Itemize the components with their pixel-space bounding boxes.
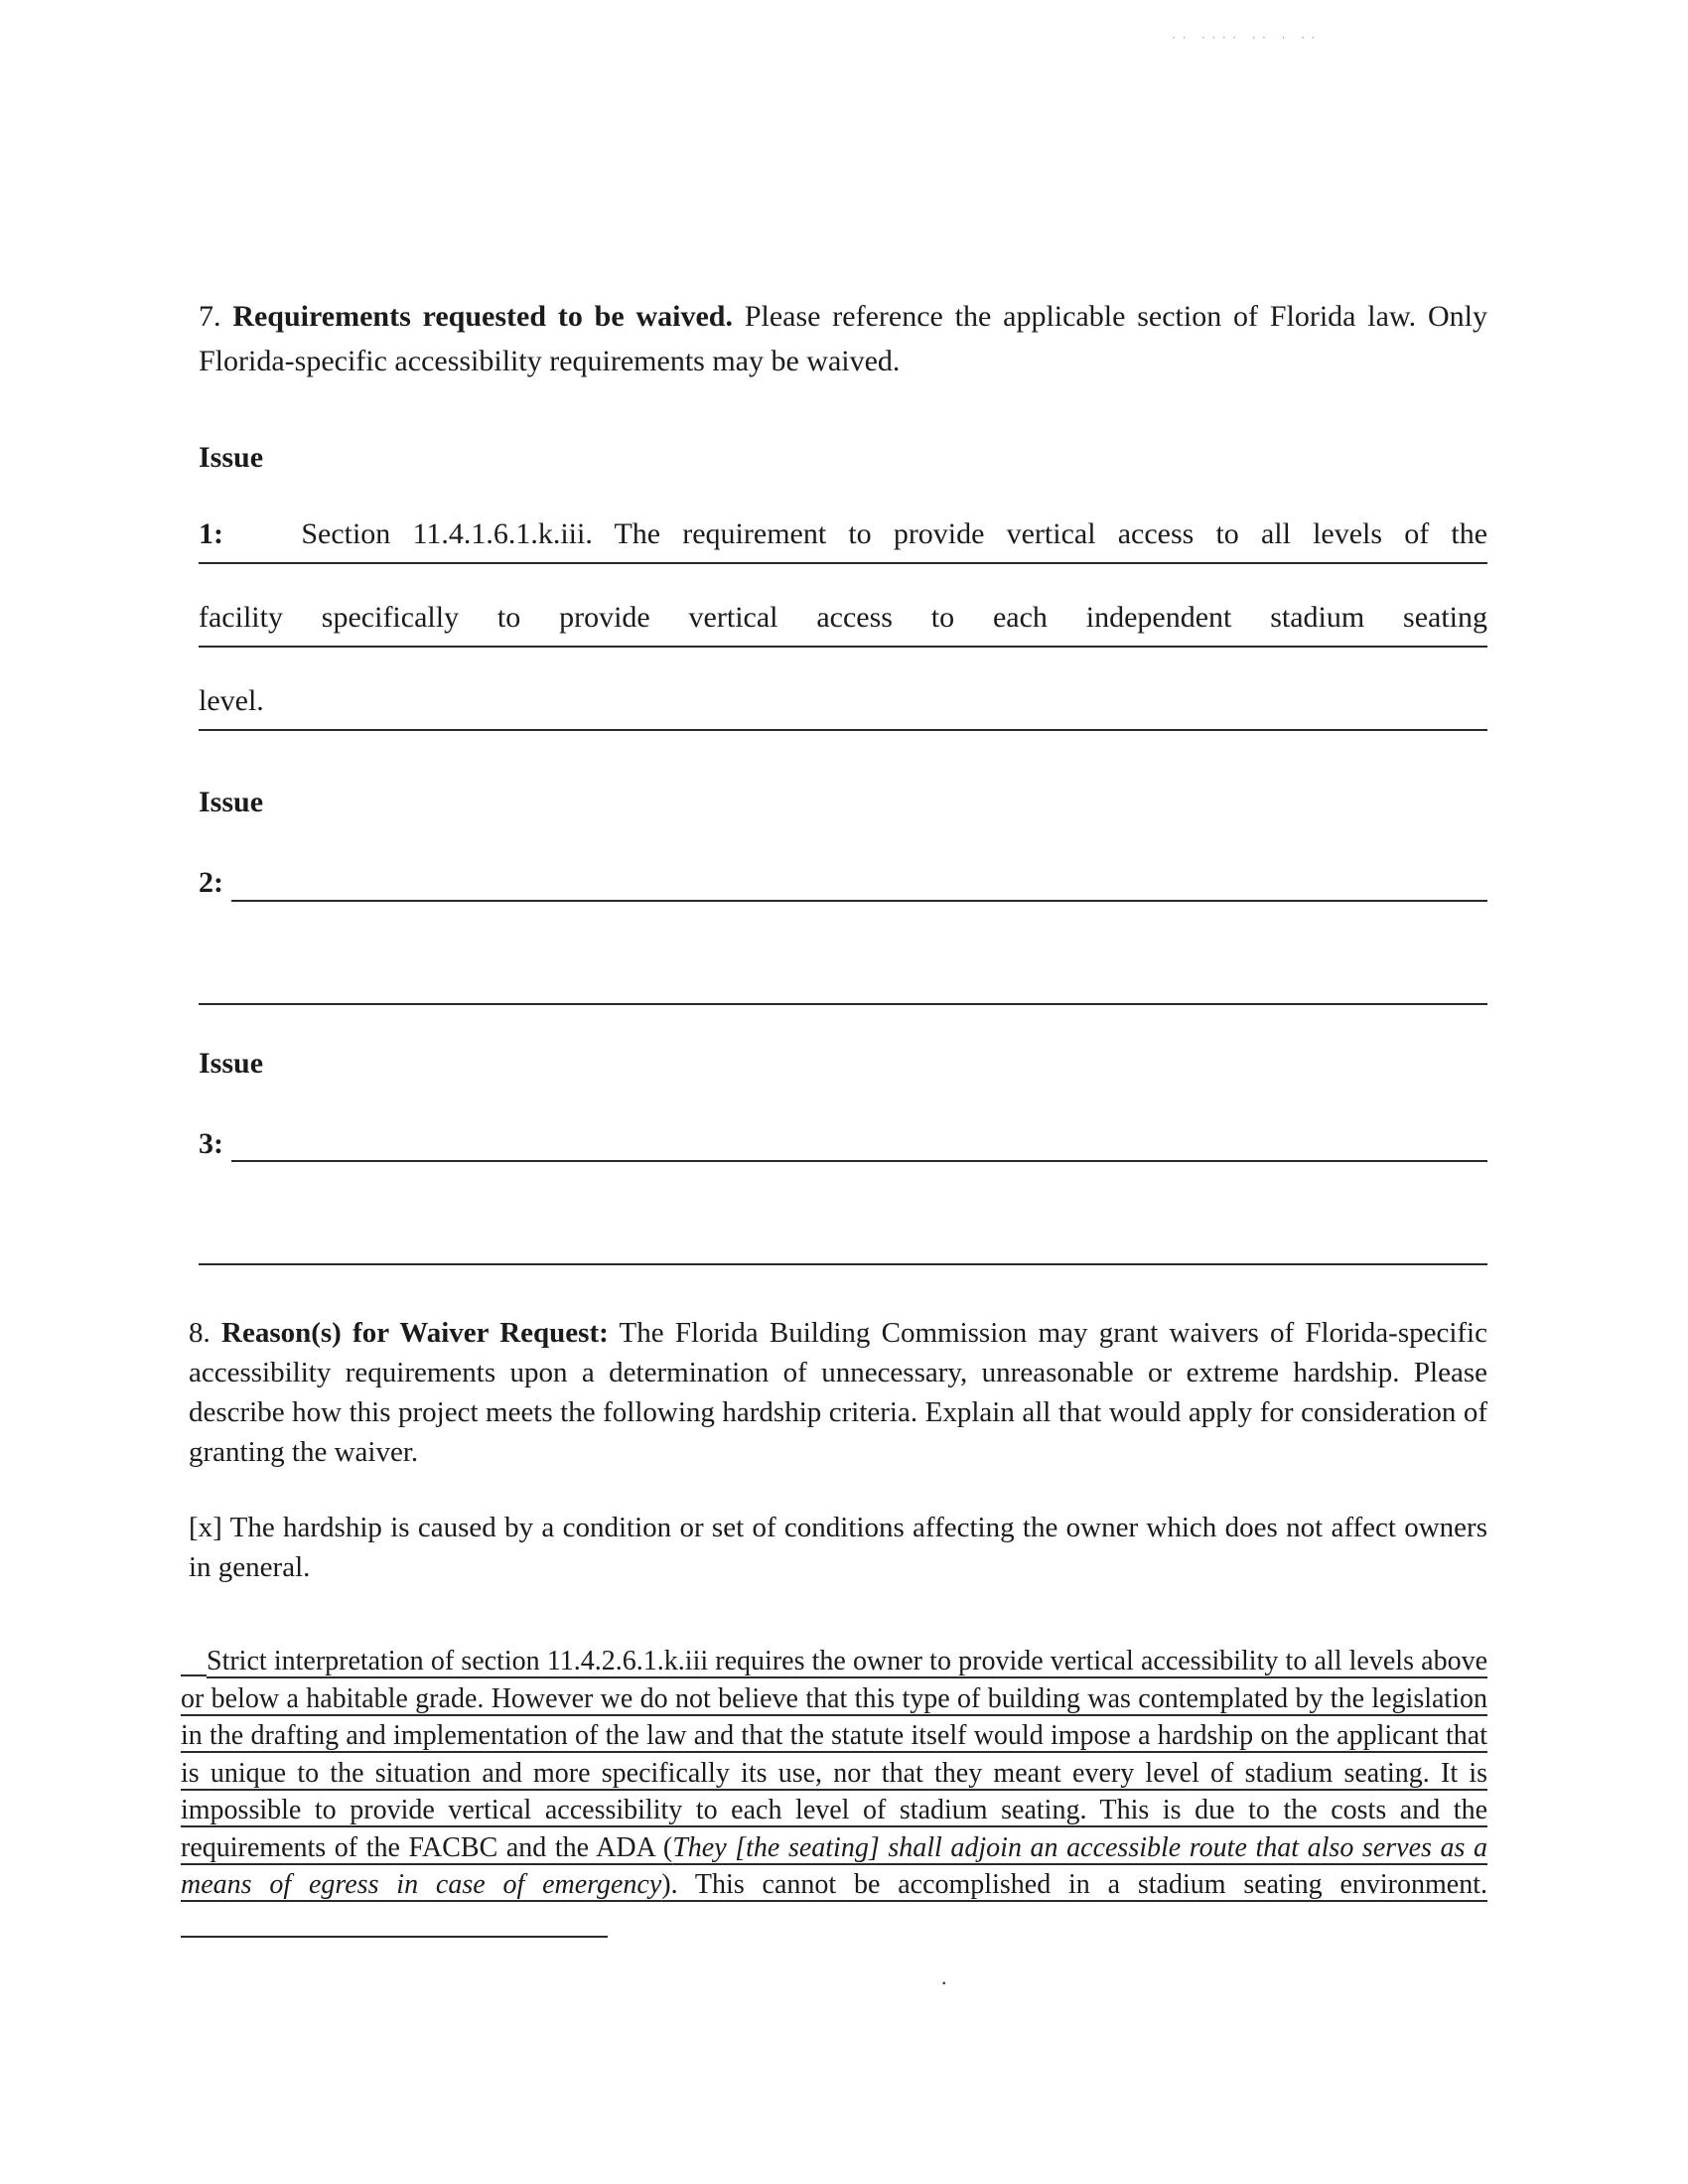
issue-1-filled-field <box>199 516 1487 731</box>
section-7-body: Please reference the applicable section of Florida law. Only Florida-specific accessibility requirements may be waived. <box>199 300 1488 377</box>
section-8-paragraph <box>189 1313 1487 1472</box>
section-8-title: Reason(s) for Waiver Request: <box>221 1317 609 1349</box>
answer-text-2: ). This cannot be accomplished in a stadium seating environment. <box>661 1869 1487 1901</box>
issue-1-line-3-text: level. <box>199 684 264 717</box>
issue-2-number: 2: <box>199 866 223 899</box>
answer-italic-quote: They [the seating] shall adjoin an accessible route that also serves as a means of egress in case of emergency <box>181 1831 1487 1901</box>
document-content <box>181 294 1488 1941</box>
leading-rule-segment <box>181 1647 207 1676</box>
issue-2-heading: Issue <box>199 786 264 818</box>
issue-3-number: 3: <box>199 1126 223 1160</box>
issue-3-rule-line-2 <box>199 1263 1487 1265</box>
issue-1-line-2-text: facility specifically to provide vertical access to each independent stadium seating <box>199 601 1487 634</box>
issue-1-line-1-text: Section 11.4.1.6.1.k.iii. The requirement to provide vertical access to all levels of the <box>301 517 1488 550</box>
issue-1-line-1 <box>199 516 1487 564</box>
issue-1-heading: Issue <box>199 441 264 474</box>
issue-1-number: 1: <box>199 517 223 550</box>
section-7-number: 7. <box>199 300 221 333</box>
issue-2-rule-line-2 <box>199 1003 1487 1005</box>
scan-noise-mark: ·· ···· ·· · ·· <box>1172 30 1322 45</box>
stray-ink-dot: . <box>941 1965 947 1989</box>
issue-3-heading: Issue <box>199 1046 264 1080</box>
issue-2-blank-field <box>199 864 1487 902</box>
section-7-paragraph <box>199 294 1487 383</box>
issue-2-rule-line <box>231 864 1487 902</box>
issue-3-blank-field <box>199 1125 1487 1163</box>
trailing-rule-segment <box>181 1908 608 1938</box>
hardship-checkbox-paragraph <box>189 1508 1487 1587</box>
checkbox-text: The hardship is caused by a condition or set of conditions affecting the owner which does not affect owners in general. <box>189 1512 1487 1584</box>
issue-3-rule-line <box>231 1125 1487 1163</box>
issue-1-line-3 <box>199 683 1487 731</box>
waiver-reason-answer <box>181 1643 1487 1941</box>
issue-1-line-2 <box>199 600 1487 648</box>
section-8-number: 8. <box>189 1317 211 1349</box>
answer-text-1: Strict interpretation of section 11.4.2.6.1.k.iii requires the owner to provide vertical accessibility to all levels above or below a habitable grade. However we do not believe that this type of building was contemplated by the legislation in the drafting and implementation of the law and that the statute itself would impose a hardship on the applicant that is unique to the situation and more specifically its use, nor that they meant every level of stadium seating. It is impossible to provide vertical accessibility to each level of stadium seating. This is due to the costs and the requirements of the FACBC and the ADA ( <box>181 1646 1487 1863</box>
section-7-title: Requirements requested to be waived. <box>232 300 733 333</box>
checkbox-mark: [x] <box>189 1512 222 1544</box>
section-8-body: The Florida Building Commission may grant waivers of Florida-specific accessibility requirements upon a determination of unnecessary, unreasonable or extreme hardship. Please describe how this project meets the following hardship criteria. Explain all that would apply for consideration of granting the waiver. <box>189 1317 1487 1469</box>
